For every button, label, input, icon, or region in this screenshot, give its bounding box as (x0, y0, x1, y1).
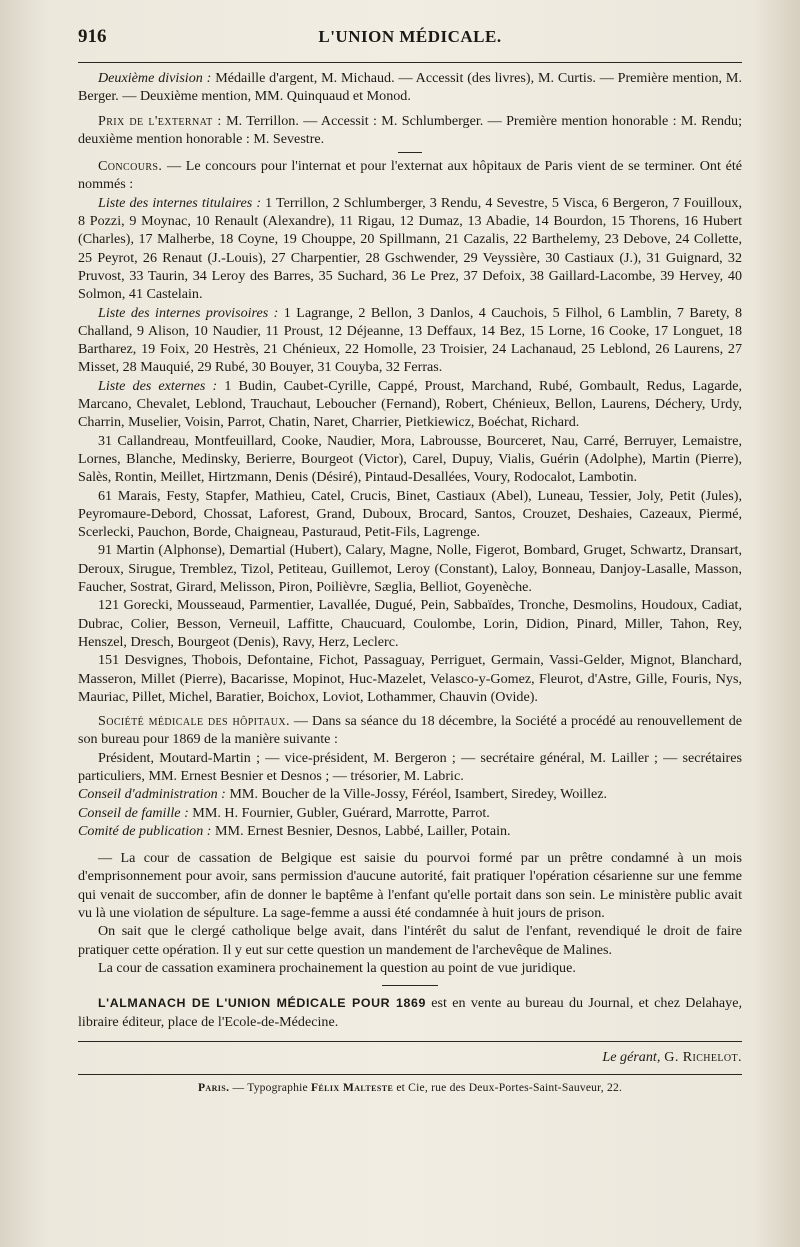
paragraph-label: Concours. (98, 158, 163, 175)
printer-imprint (78, 1081, 742, 1094)
paragraph-text: M. Terrillon. — Accessit : M. Schlumberger. — Première mention honorable : M. Rendu; deuxième mention honorable : M. Sevestre. (78, 112, 743, 147)
page-header (78, 26, 742, 63)
paragraph-text: MM. H. Fournier, Gubler, Guérard, Marrotte, Parrot. (188, 804, 490, 821)
gerant-name: G. Richelot. (660, 1048, 742, 1065)
paragraph-text: — Le concours pour l'internat et pour l'externat aux hôpitaux de Paris vient de se terminer. Ont été nommés : (78, 158, 742, 193)
imprint-post: et Cie, rue des Deux-Portes-Saint-Sauveur, 22. (393, 1080, 623, 1094)
paragraph-text: — Dans sa séance du 18 décembre, la Société a procédé au renouvellement de son bureau pour 1869 de la manière suivante : (78, 713, 743, 748)
imprint-city: Paris. (197, 1080, 230, 1094)
paragraph-text: MM. Boucher de la Ville-Jossy, Féréol, Isambert, Siredey, Woillez. (225, 786, 608, 803)
section-divider (382, 985, 438, 986)
gerant-signature (78, 1049, 742, 1069)
externs-list-31: 31 Callandreau, Montfeuillard, Cooke, Naudier, Mora, Labrousse, Bourceret, Nau, Carré, Berruyer, Lemaistre, Lornes, Blanche, Medinsky, Berierre, Bourgeot (Victor), Carel, Dupuy, Vialis, Guérin (Adolphe), Martin (Pierre), Salès, Rontin, Meillet, Hirtzmann, Denis (Désiré), Pintaud-Desallées, Voury, Rodocalot, Lambotin. (78, 432, 742, 486)
running-title: L'UNION MÉDICALE. (318, 27, 502, 46)
almanach-text: est en vente au bureau du Journal, et chez Delahaye, libraire éditeur, place de l'Ecole-de-Médecine. (78, 995, 743, 1030)
second-division-paragraph (78, 69, 742, 106)
externs-list (78, 377, 742, 432)
externs-list-61: 61 Marais, Festy, Stapfer, Mathieu, Catel, Crucis, Binet, Castiaux (Abel), Luneau, Tessier, Joly, Petit (Jules), Peyromaure-Debord, Chossat, Laforest, Grand, Duboux, Brocard, Santos, Crouzet, Deshaies, Cazeaux, Piermé, Scerlecki, Pauchon, Borde, Chaigneau, Pasturaud, Petit-Fils, Lagrenge. (78, 487, 742, 541)
conseil-famille (78, 804, 742, 822)
paragraph-label: Deuxième division : (98, 70, 212, 86)
paragraph-label: Conseil d'administration : (78, 786, 226, 803)
paragraph-label: Liste des externes : (98, 377, 218, 394)
paragraph-label: Liste des internes titulaires : (98, 194, 262, 211)
comite-publication (78, 822, 742, 840)
clergy-paragraph: On sait que le clergé catholique belge avait, dans l'intérêt du salut de l'enfant, revendiqué le droit de faire pratiquer cette opération. Il y eut sur cette question un mandement de l'archevêque de Malines. (78, 923, 742, 958)
externs-list-121: 121 Gorecki, Mousseaud, Parmentier, Lavallée, Dugué, Pein, Sabbaïdes, Tronche, Desmolins, Houdoux, Cadiat, Dubrac, Colier, Besson, Verneuil, Laffitte, Chaucuard, Coulombe, Lorin, Didion, Pinard, Miller, Tahon, Rey, Henszel, Dresch, Bourgeot (Denis), Ravy, Herz, Leclerc. (78, 597, 742, 650)
footer-rule (78, 1074, 742, 1075)
paragraph-text: 1 Budin, Caubet-Cyrille, Cappé, Proust, Marchand, Rubé, Gombault, Redus, Lagarde, Marcano, Chevalet, Leblond, Trauchaut, Leboucher (Fernand), Robert, Chénieux, Bellon, Laurens, Déchery, Urdy, Charrin, Muselier, Voisin, Parrot, Chatin, Naret, Charrier, Pietkiewicz, Boéchat, Richard. (78, 377, 743, 431)
externat-prize-paragraph (78, 112, 742, 149)
societe-medicale-paragraph (78, 712, 742, 749)
almanach-notice (78, 994, 742, 1031)
paragraph-label: Conseil de famille : (78, 804, 189, 821)
gerant-label: Le gérant, (602, 1048, 661, 1065)
section-divider (398, 152, 422, 153)
conseil-administration (78, 785, 742, 803)
concours-paragraph (78, 157, 742, 194)
paragraph-text: Médaille d'argent, M. Michaud. — Accessit (des livres), M. Curtis. — Première mention, M. Berger. — Deuxième mention, MM. Quinquaud et Monod. (78, 70, 742, 105)
paragraph-text: 1 Lagrange, 2 Bellon, 3 Danlos, 4 Cauchois, 5 Filhol, 6 Lamblin, 7 Barety, 8 Challand, 9 Alison, 10 Naudier, 11 Proust, 12 Déjeanne, 13 Deffaux, 14 Bez, 15 Lorne, 16 Cooke, 17 Longuet, 18 Bartharez, 19 Foix, 20 Hestrès, 21 Chénieux, 22 Homolle, 23 Troisier, 24 Lachanaud, 25 Leblond, 26 Laurens, 27 Misset, 28 Mauquié, 29 Rubé, 30 Bouyer, 31 Couyba, 32 Ferras. (78, 304, 743, 376)
page-number: 916 (78, 26, 107, 47)
paragraph-label: Comité de publication : (78, 822, 212, 839)
paragraph-text: MM. Ernest Besnier, Desnos, Labbé, Lailler, Potain. (211, 822, 511, 839)
paragraph-text: 1 Terrillon, 2 Schlumberger, 3 Rendu, 4 Sevestre, 5 Visca, 6 Bergeron, 7 Fouilloux, 8 Pozzi, 9 Moynac, 10 Renault (Alexandre), 11 Rigau, 12 Dumaz, 13 Abadie, 14 Bourdon, 15 Thorens, 16 Hubert (Charles), 17 Malherbe, 18 Coyne, 19 Chouppe, 20 Spillmann, 21 Cazalis, 22 Barthelemy, 23 Debove, 24 Collette, 25 Peyrot, 26 Renaut (J.-Louis), 27 Charpentier, 28 Gschwender, 29 Veyssière, 30 Castiaux (J.), 31 Guignard, 32 Pruvost, 33 Taurin, 34 Leroy des Barres, 35 Suchard, 36 Le Prez, 37 Defoix, 38 Gaillard-Lacombe, 39 Hervey, 40 Solmon, 41 Castelain. (78, 194, 743, 303)
footer-rule (78, 1041, 742, 1042)
paragraph-label: Société médicale des hôpitaux. (98, 713, 290, 730)
provisional-interns-list (78, 304, 742, 377)
paragraph-label: Prix de l'externat : (98, 112, 222, 129)
cassation-paragraph: — La cour de cassation de Belgique est saisie du pourvoi formé par un prêtre condamné à un mois d'emprisonnement pour avoir, sans permission d'aucune autorité, fait pratiquer l'opération césarienne sur une femme qui venait de succomber, afin de donner le baptême à l'enfant qu'elle portait dans son sein. Le ministère public avait vu là une violation de sépulture. La sage-femme a aussi été condamnée à huit jours de prison. (78, 850, 742, 922)
almanach-title: L'ALMANACH DE L'UNION MÉDICALE POUR 1869 (98, 996, 426, 1011)
bureau-composition: Président, Moutard-Martin ; — vice-président, M. Bergeron ; — secrétaire général, M. Lailler ; — secrétaires particuliers, MM. Ernest Besnier et Desnos ; — trésorier, M. Labric. (78, 749, 742, 784)
externs-list-91: 91 Martin (Alphonse), Demartial (Hubert), Calary, Magne, Nolle, Figerot, Bombard, Gruget, Schwartz, Dransart, Deroux, Sirugue, Tremblez, Tizol, Petiteau, Guillemot, Leroy (Constant), Laloy, Bonneau, Danjoy-Lasalle, Masson, Faucher, Sostrat, Girard, Melisson, Piron, Poilièvre, Sæglia, Belliot, Goyenèche. (78, 542, 742, 596)
externs-list-151: 151 Desvignes, Thobois, Defontaine, Fichot, Passaguay, Perriguet, Germain, Vassi-Gelder, Mignot, Blanchard, Masseron, Millet (Pierre), Bacarisse, Mopinot, Huc-Mazelet, Velasco-y-Gomez, Fleurot, d'Astre, Gille, Fouris, Nys, Mauriac, Pillet, Michel, Baratier, Boichox, Loviot, Lothammer, Chauvin (Ovide). (78, 652, 742, 705)
imprint-pre: — Typographie (229, 1080, 311, 1094)
cassation-followup: La cour de cassation examinera prochainement la question au point de vue juridique. (98, 959, 576, 976)
titular-interns-list (78, 194, 742, 304)
paragraph-label: Liste des internes provisoires : (98, 304, 279, 321)
imprint-printer: Félix Malteste (310, 1080, 394, 1094)
